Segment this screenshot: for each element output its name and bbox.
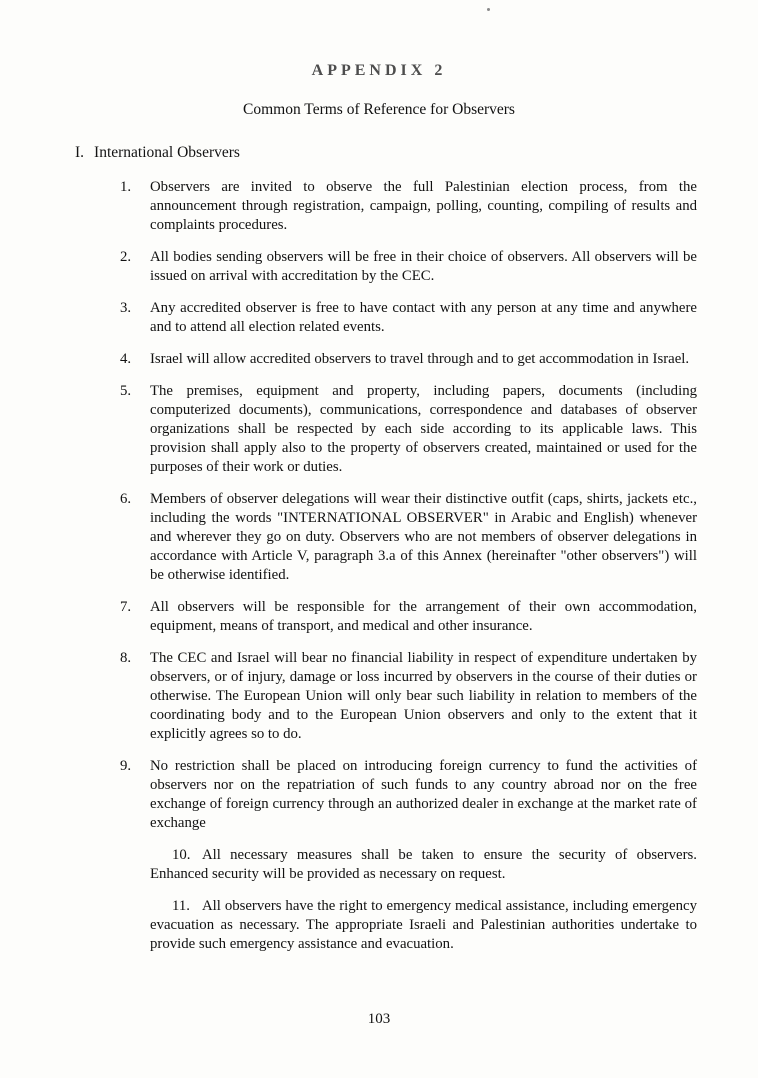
item-number: 3.: [120, 300, 132, 316]
list-item: [120, 299, 697, 337]
section-title: International Observers: [94, 144, 240, 161]
item-number: 5.: [120, 383, 132, 399]
list-item: [120, 598, 697, 636]
scan-artifact-dot: [487, 8, 490, 11]
item-text: All observers will be responsible for the arrangement of their own accommodation, equipment, means of transport, and medical and other insurance.: [150, 599, 697, 634]
item-number: 8.: [120, 650, 132, 666]
item-text: Members of observer delegations will wear their distinctive outfit (caps, shirts, jackets etc., including the words "INTERNATIONAL OBSERVER" in Arabic and English) whenever and wherever they go on duty. Observers who are not members of observer delegations in accordance with Article V, paragraph 3.a of this Annex (hereinafter "other observers") will be otherwise identified.: [150, 491, 697, 583]
section-numeral: I.: [75, 144, 85, 161]
item-number: 2.: [120, 249, 132, 265]
item-number: 11.: [172, 898, 190, 914]
list-item: [120, 248, 697, 286]
list-item: [120, 382, 697, 477]
observer-terms-list: [120, 178, 697, 954]
item-text: The CEC and Israel will bear no financial liability in respect of expenditure undertaken by observers, or of injury, damage or loss incurred by observers in the course of their duties or otherwise. The European Union will only bear such liability in relation to members of the coordinating body and to the European Union observers and only to the extent that it explicitly agrees so to do.: [150, 650, 697, 742]
item-text: Observers are invited to observe the full Palestinian election process, from the announcement through registration, campaign, polling, counting, compiling of results and complaints procedures.: [150, 179, 697, 233]
list-item: [120, 649, 697, 744]
document-subtitle: Common Terms of Reference for Observers: [243, 101, 515, 118]
list-item: [120, 846, 697, 884]
item-text: No restriction shall be placed on introducing foreign currency to fund the activities of observers nor on the repatriation of such funds to any country abroad nor on the free exchange of foreign currency through an authorized dealer in exchange at the market rate of exchange: [150, 758, 697, 831]
section-heading: [75, 144, 758, 162]
list-item: [120, 757, 697, 833]
item-text: The premises, equipment and property, including papers, documents (including computerized documents), communications, correspondence and databases of observer organizations shall be respected by each side according to its applicable laws. This provision shall apply also to the property of observers created, maintained or used for the purposes of their work or duties.: [150, 383, 697, 475]
list-item: [120, 897, 697, 954]
item-text: All observers have the right to emergency medical assistance, including emergency evacuation as necessary. The appropriate Israeli and Palestinian authorities undertake to provide such emergency assistance and evacuation.: [150, 898, 697, 952]
list-item: [120, 178, 697, 235]
list-item: [120, 350, 697, 369]
item-number: 4.: [120, 351, 132, 367]
item-text: Israel will allow accredited observers to travel through and to get accommodation in Israel.: [150, 351, 690, 367]
list-item: [120, 490, 697, 585]
appendix-heading: APPENDIX 2: [311, 62, 447, 79]
item-text: All bodies sending observers will be free in their choice of observers. All observers will be issued on arrival with accreditation by the CEC.: [150, 249, 697, 284]
item-number: 1.: [120, 179, 132, 195]
item-text: Any accredited observer is free to have contact with any person at any time and anywhere and to attend all election related events.: [150, 300, 697, 335]
page-number: 103: [367, 1011, 391, 1027]
item-number: 9.: [120, 758, 132, 774]
item-text: All necessary measures shall be taken to ensure the security of observers. Enhanced security will be provided as necessary on request.: [150, 847, 697, 882]
item-number: 10.: [172, 847, 191, 863]
item-number: 6.: [120, 491, 132, 507]
item-number: 7.: [120, 599, 132, 615]
